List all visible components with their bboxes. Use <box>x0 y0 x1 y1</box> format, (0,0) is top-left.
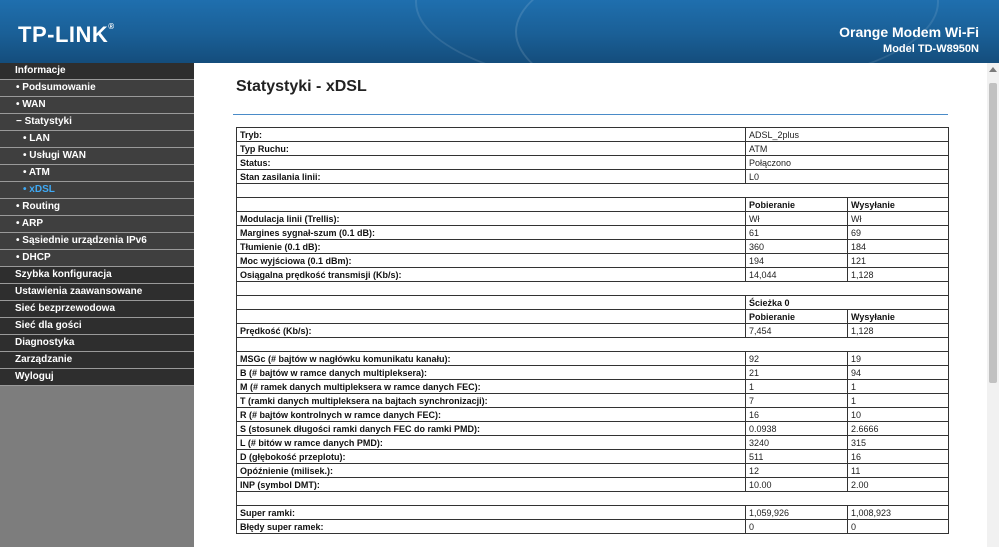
table-row <box>237 212 949 226</box>
row-down-value: 0 <box>746 520 848 534</box>
row-label: Tłumienie (0.1 dB): <box>237 240 746 254</box>
table-header-row <box>237 198 949 212</box>
table-row <box>237 352 949 366</box>
product-name: Orange Modem Wi-Fi <box>839 24 979 40</box>
row-label: S (stosunek długości ramki danych FEC do ramki PMD): <box>237 422 746 436</box>
spacer-row <box>237 282 949 296</box>
table-row <box>237 366 949 380</box>
row-up-value: 1,128 <box>848 324 949 338</box>
row-value: Połączono <box>746 156 949 170</box>
title-divider <box>233 114 948 115</box>
row-down-value: 1,059,926 <box>746 506 848 520</box>
spacer-row <box>237 338 949 352</box>
row-down-value: 10.00 <box>746 478 848 492</box>
row-down-value: 1 <box>746 380 848 394</box>
row-label: Moc wyjściowa (0.1 dBm): <box>237 254 746 268</box>
row-label: Opóźnienie (milisek.): <box>237 464 746 478</box>
row-label: INP (symbol DMT): <box>237 478 746 492</box>
row-down-value: 92 <box>746 352 848 366</box>
row-down-value: 360 <box>746 240 848 254</box>
menu-statystyki[interactable]: − Statystyki <box>0 114 194 131</box>
row-label: MSGc (# bajtów w nagłówku komunikatu kanału): <box>237 352 746 366</box>
row-up-value: 16 <box>848 450 949 464</box>
table-row <box>237 464 949 478</box>
row-label: Typ Ruchu: <box>237 142 746 156</box>
menu-routing[interactable]: • Routing <box>0 199 194 216</box>
row-up-value: 1,128 <box>848 268 949 282</box>
menu-siec-bezprzewodowa[interactable]: Sieć bezprzewodowa <box>0 301 194 318</box>
col-down-header: Pobieranie <box>746 198 848 212</box>
table-row <box>237 436 949 450</box>
row-label: Prędkość (Kb/s): <box>237 324 746 338</box>
row-label: Osiągalna prędkość transmisji (Kb/s): <box>237 268 746 282</box>
row-label: B (# bajtów w ramce danych multipleksera): <box>237 366 746 380</box>
vertical-scrollbar[interactable] <box>987 63 999 547</box>
scroll-up-arrow-icon[interactable] <box>989 67 997 72</box>
table-row <box>237 422 949 436</box>
menu-szybka-konfiguracja[interactable]: Szybka konfiguracja <box>0 267 194 284</box>
row-up-value: 1 <box>848 380 949 394</box>
row-label: Tryb: <box>237 128 746 142</box>
row-up-value: 19 <box>848 352 949 366</box>
spacer-row <box>237 184 949 198</box>
row-label: L (# bitów w ramce danych PMD): <box>237 436 746 450</box>
menu-stat-xdsl[interactable]: • xDSL <box>0 182 194 199</box>
row-down-value: 12 <box>746 464 848 478</box>
table-row <box>237 324 949 338</box>
col-up-header: Wysyłanie <box>848 310 949 324</box>
row-up-value: 1,008,923 <box>848 506 949 520</box>
menu-wyloguj[interactable]: Wyloguj <box>0 369 194 386</box>
row-label: Błędy super ramek: <box>237 520 746 534</box>
row-label: Margines sygnał-szum (0.1 dB): <box>237 226 746 240</box>
row-value: ATM <box>746 142 949 156</box>
row-label: T (ramki danych multipleksera na bajtach synchronizacji): <box>237 394 746 408</box>
menu-informacje[interactable]: Informacje <box>0 63 194 80</box>
row-down-value: 61 <box>746 226 848 240</box>
table-row <box>237 226 949 240</box>
table-row <box>237 240 949 254</box>
table-row <box>237 254 949 268</box>
row-up-value: 121 <box>848 254 949 268</box>
menu-diagnostyka[interactable]: Diagnostyka <box>0 335 194 352</box>
model-number: Model TD-W8950N <box>883 43 979 55</box>
table-row <box>237 142 949 156</box>
table-row <box>237 394 949 408</box>
row-value: ADSL_2plus <box>746 128 949 142</box>
row-label: Super ramki: <box>237 506 746 520</box>
header-banner <box>0 0 999 63</box>
row-value: L0 <box>746 170 949 184</box>
menu-podsumowanie[interactable]: • Podsumowanie <box>0 80 194 97</box>
row-label: Status: <box>237 156 746 170</box>
row-up-value: Wł <box>848 212 949 226</box>
row-up-value: 1 <box>848 394 949 408</box>
menu-stat-lan[interactable]: • LAN <box>0 131 194 148</box>
row-down-value: 7 <box>746 394 848 408</box>
table-row <box>237 128 949 142</box>
menu-wan[interactable]: • WAN <box>0 97 194 114</box>
row-up-value: 11 <box>848 464 949 478</box>
menu-ipv6-neighbors[interactable]: • Sąsiednie urządzenia IPv6 <box>0 233 194 250</box>
xdsl-stats-table <box>236 127 949 534</box>
row-down-value: Wł <box>746 212 848 226</box>
tp-link-logo: TP-LINK® <box>18 22 115 47</box>
table-row <box>237 450 949 464</box>
table-row <box>237 520 949 534</box>
scroll-thumb[interactable] <box>989 83 997 383</box>
menu-dhcp[interactable]: • DHCP <box>0 250 194 267</box>
row-down-value: 3240 <box>746 436 848 450</box>
table-row <box>237 268 949 282</box>
row-up-value: 0 <box>848 520 949 534</box>
row-up-value: 184 <box>848 240 949 254</box>
table-row <box>237 380 949 394</box>
row-down-value: 21 <box>746 366 848 380</box>
menu-stat-uslugi-wan[interactable]: • Usługi WAN <box>0 148 194 165</box>
row-label: M (# ramek danych multipleksera w ramce danych FEC): <box>237 380 746 394</box>
row-up-value: 10 <box>848 408 949 422</box>
row-label: Stan zasilania linii: <box>237 170 746 184</box>
spacer-row <box>237 492 949 506</box>
row-down-value: 16 <box>746 408 848 422</box>
row-up-value: 94 <box>848 366 949 380</box>
row-up-value: 69 <box>848 226 949 240</box>
table-header-row <box>237 310 949 324</box>
table-row <box>237 408 949 422</box>
table-row <box>237 478 949 492</box>
row-down-value: 194 <box>746 254 848 268</box>
row-down-value: 0.0938 <box>746 422 848 436</box>
row-label: D (głębokość przeplotu): <box>237 450 746 464</box>
col-up-header: Wysyłanie <box>848 198 949 212</box>
col-down-header: Pobieranie <box>746 310 848 324</box>
menu-ustawienia-zaawansowane[interactable]: Ustawienia zaawansowane <box>0 284 194 301</box>
row-down-value: 14,044 <box>746 268 848 282</box>
row-label: R (# bajtów kontrolnych w ramce danych FEC): <box>237 408 746 422</box>
menu-stat-atm[interactable]: • ATM <box>0 165 194 182</box>
sidebar-menu <box>0 63 194 547</box>
row-up-value: 2.6666 <box>848 422 949 436</box>
path-header: Ścieżka 0 <box>746 296 949 310</box>
table-row <box>237 156 949 170</box>
row-down-value: 511 <box>746 450 848 464</box>
row-down-value: 7,454 <box>746 324 848 338</box>
page-title: Statystyki - xDSL <box>236 78 367 95</box>
row-up-value: 315 <box>848 436 949 450</box>
row-up-value: 2.00 <box>848 478 949 492</box>
table-header-row <box>237 296 949 310</box>
menu-zarzadzanie[interactable]: Zarządzanie <box>0 352 194 369</box>
table-row <box>237 506 949 520</box>
row-label: Modulacja linii (Trellis): <box>237 212 746 226</box>
table-row <box>237 170 949 184</box>
menu-arp[interactable]: • ARP <box>0 216 194 233</box>
menu-siec-dla-gosci[interactable]: Sieć dla gości <box>0 318 194 335</box>
